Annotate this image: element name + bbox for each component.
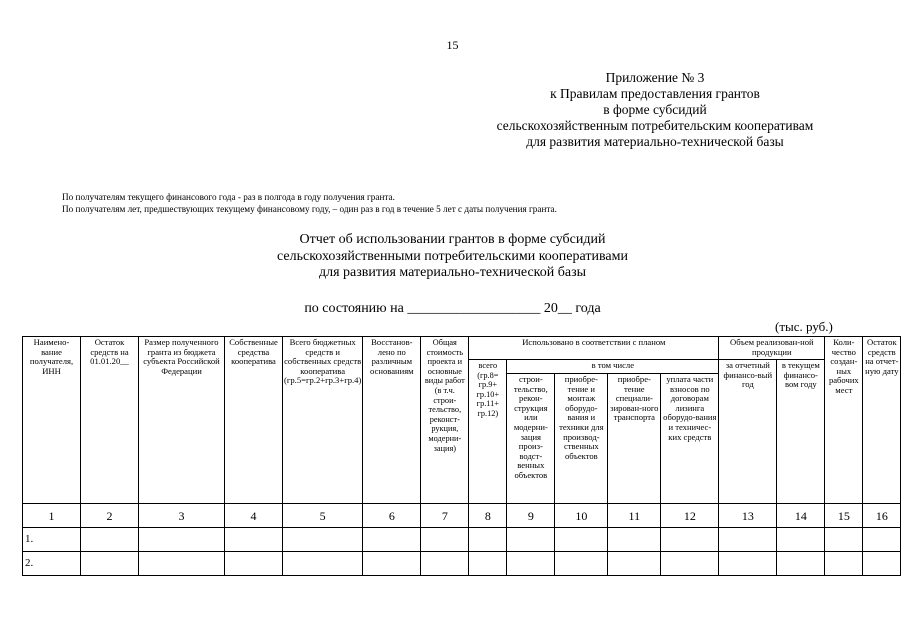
- table-cell[interactable]: [139, 552, 225, 576]
- header-project-cost: Общая стоимость проекта и основные виды работ (в т.ч. строи-тельство, реконст-рукция, модерни-зация): [421, 337, 469, 504]
- reporting-notes: [62, 191, 557, 215]
- report-title-line-3: для развития материально-технической базы: [318, 265, 587, 280]
- column-number-1: 1: [23, 504, 81, 528]
- appendix-line-4: сельскохозяйственным потребительским кооперативам: [496, 118, 814, 133]
- note-line-2: По получателям лет, предшествующих текущему финансовому году, – один раз в год в течение 5 лет с даты получения гранта.: [62, 204, 557, 214]
- header-equipment: приобре-тение и монтаж оборудо-вания и техники для производ-ственных объектов: [555, 374, 608, 504]
- row-label: 2.: [23, 552, 81, 576]
- table-cell[interactable]: [608, 528, 661, 552]
- table-cell[interactable]: [507, 528, 555, 552]
- table-cell[interactable]: [661, 552, 719, 576]
- appendix-line-5: для развития материально-технической базы: [526, 134, 784, 149]
- column-number-row: [23, 504, 901, 528]
- table-cell[interactable]: [469, 552, 507, 576]
- table-cell[interactable]: [863, 552, 901, 576]
- report-title-line-2: сельскохозяйственными потребительскими кооперативами: [277, 248, 628, 264]
- table-cell[interactable]: [421, 552, 469, 576]
- table-cell[interactable]: [421, 528, 469, 552]
- column-number-13: 13: [719, 504, 777, 528]
- units-label: (тыс. руб.): [775, 319, 833, 334]
- table-row: [23, 528, 901, 552]
- table-cell[interactable]: [363, 552, 421, 576]
- appendix-line-2: к Правилам предоставления грантов: [550, 86, 760, 101]
- table-cell[interactable]: [283, 528, 363, 552]
- header-own-funds: Собственные средства кооператива: [225, 337, 283, 504]
- column-number-7: 7: [421, 504, 469, 528]
- table-cell[interactable]: [81, 528, 139, 552]
- column-number-5: 5: [283, 504, 363, 528]
- table-cell[interactable]: [777, 528, 825, 552]
- table-cell[interactable]: [225, 528, 283, 552]
- header-including-group: в том числе: [507, 360, 719, 374]
- row-label: 1.: [23, 528, 81, 552]
- column-number-4: 4: [225, 504, 283, 528]
- column-number-14: 14: [777, 504, 825, 528]
- header-jobs-created: Коли-чество создан-ных рабочих мест: [825, 337, 863, 504]
- table-cell[interactable]: [555, 528, 608, 552]
- header-balance-end: Остаток средств на отчет-ную дату: [863, 337, 901, 504]
- table-cell[interactable]: [661, 528, 719, 552]
- appendix-line-1: Приложение № 3: [605, 70, 705, 85]
- header-sales-reporting-year: за отчетный финансо-вый год: [719, 360, 777, 504]
- header-recipient: Наимено-вание получателя, ИНН: [23, 337, 81, 504]
- report-title: [0, 232, 905, 282]
- column-number-10: 10: [555, 504, 608, 528]
- column-number-11: 11: [608, 504, 661, 528]
- appendix-line-3: в форме субсидий: [603, 102, 707, 117]
- table-cell[interactable]: [225, 552, 283, 576]
- header-restored: Восстанов-лено по различным основаниям: [363, 337, 421, 504]
- table-row: [23, 552, 901, 576]
- column-number-15: 15: [825, 504, 863, 528]
- column-number-12: 12: [661, 504, 719, 528]
- table-cell[interactable]: [719, 552, 777, 576]
- column-number-3: 3: [139, 504, 225, 528]
- header-sales-group: Объем реализован-ной продукции: [719, 337, 825, 360]
- table-cell[interactable]: [825, 528, 863, 552]
- header-grant-amount: Размер полученного гранта из бюджета субъекта Российской Федерации: [139, 337, 225, 504]
- table-cell[interactable]: [608, 552, 661, 576]
- table-cell[interactable]: [825, 552, 863, 576]
- table-cell[interactable]: [363, 528, 421, 552]
- table-cell[interactable]: [719, 528, 777, 552]
- table-cell[interactable]: [507, 552, 555, 576]
- note-line-1: По получателям текущего финансового года - раз в полгода в году получения гранта.: [62, 192, 395, 202]
- page-number: 15: [446, 38, 459, 52]
- report-table: [22, 336, 901, 576]
- table-cell[interactable]: [81, 552, 139, 576]
- table-cell[interactable]: [863, 528, 901, 552]
- table-cell[interactable]: [283, 552, 363, 576]
- header-sales-current-year: в текущем финансо-вом году: [777, 360, 825, 504]
- appendix-header: [440, 70, 870, 150]
- header-balance-start: Остаток средств на 01.01.20__: [81, 337, 139, 504]
- column-number-8: 8: [469, 504, 507, 528]
- table-cell[interactable]: [139, 528, 225, 552]
- header-transport: приобре-тение специали-зирован-ного транспорта: [608, 374, 661, 504]
- column-number-9: 9: [507, 504, 555, 528]
- report-date-line: по состоянию на ___________________ 20__ года: [304, 301, 601, 316]
- column-number-2: 2: [81, 504, 139, 528]
- table-cell[interactable]: [555, 552, 608, 576]
- report-title-line-1: Отчет об использовании грантов в форме субсидий: [299, 232, 606, 247]
- table-cell[interactable]: [469, 528, 507, 552]
- header-used-total: всего (гр.8= гр.9+ гр.10+ гр.11+ гр.12): [469, 360, 507, 504]
- header-leasing: уплата части взносов по договорам лизинга оборудо-вания и техничес-ких средств: [661, 374, 719, 504]
- header-total-funds: Всего бюджетных средств и собственных средств кооператива (гр.5=гр.2+гр.3+гр.4): [283, 337, 363, 504]
- table-cell[interactable]: [777, 552, 825, 576]
- header-used-group: Использовано в соответствии с планом: [469, 337, 719, 360]
- header-construction: строи-тельство, рекон-струкция или модерни-зация произ-водст-венных объектов: [507, 374, 555, 504]
- column-number-16: 16: [863, 504, 901, 528]
- column-number-6: 6: [363, 504, 421, 528]
